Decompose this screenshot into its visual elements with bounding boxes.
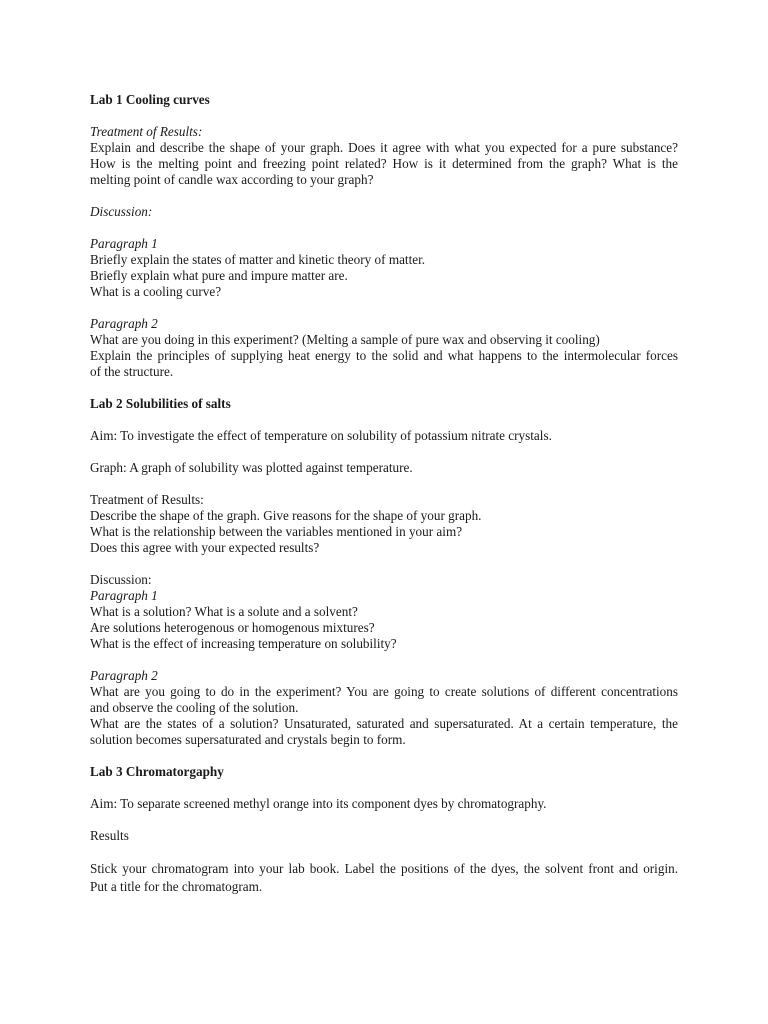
lab2-paragraph1-heading: Paragraph 1 xyxy=(90,588,158,603)
lab1-paragraph2-heading: Paragraph 2 xyxy=(90,316,158,331)
lab2-paragraph2-line: What are you going to do in the experiment? You are going to create solutions of different concentrations xyxy=(90,684,678,699)
lab2-section xyxy=(90,396,678,748)
lab1-paragraph1-line: Briefly explain the states of matter and kinetic theory of matter. xyxy=(90,252,426,267)
lab1-paragraph1-line: Briefly explain what pure and impure matter are. xyxy=(90,268,348,283)
lab1-section xyxy=(90,92,678,380)
lab1-paragraph1-heading: Paragraph 1 xyxy=(90,236,158,251)
lab1-heading: Lab 1 Cooling curves xyxy=(90,92,210,107)
lab3-section xyxy=(90,764,678,896)
document-page xyxy=(90,92,678,896)
lab1-treatment-line: melting point of candle wax according to your graph? xyxy=(90,172,374,187)
lab3-results-heading: Results xyxy=(90,828,129,843)
lab2-treatment-line: What is the relationship between the variables mentioned in your aim? xyxy=(90,524,463,539)
lab2-paragraph2-line: What are the states of a solution? Unsaturated, saturated and supersaturated. At a certain temperature, the xyxy=(90,716,678,731)
lab2-aim: Aim: To investigate the effect of temperature on solubility of potassium nitrate crystals. xyxy=(90,428,552,443)
lab2-paragraph1-line: What is the effect of increasing temperature on solubility? xyxy=(90,636,397,651)
lab1-paragraph2-line: Explain the principles of supplying heat energy to the solid and what happens to the intermolecular forces xyxy=(90,348,678,363)
lab3-heading: Lab 3 Chromatorgaphy xyxy=(90,764,224,779)
lab3-results-line: Put a title for the chromatogram. xyxy=(90,879,263,894)
lab2-heading: Lab 2 Solubilities of salts xyxy=(90,396,231,411)
lab1-treatment-line: Explain and describe the shape of your graph. Does it agree with what you expected for a pure substance? xyxy=(90,140,678,155)
lab1-paragraph2-line: What are you doing in this experiment? (Melting a sample of pure wax and observing it cooling) xyxy=(90,332,600,347)
lab3-aim: Aim: To separate screened methyl orange into its component dyes by chromatography. xyxy=(90,796,547,811)
lab1-treatment-heading: Treatment of Results: xyxy=(90,124,203,139)
lab3-results-line: Stick your chromatogram into your lab book. Label the positions of the dyes, the solvent front and origin. xyxy=(90,861,678,876)
lab2-treatment-line: Does this agree with your expected results? xyxy=(90,540,320,555)
lab2-paragraph1-line: What is a solution? What is a solute and a solvent? xyxy=(90,604,358,619)
lab2-treatment-line: Describe the shape of the graph. Give reasons for the shape of your graph. xyxy=(90,508,482,523)
lab2-paragraph1-line: Are solutions heterogenous or homogenous mixtures? xyxy=(90,620,375,635)
lab2-graph: Graph: A graph of solubility was plotted against temperature. xyxy=(90,460,413,475)
lab2-paragraph2-line: and observe the cooling of the solution. xyxy=(90,700,299,715)
lab1-discussion-heading: Discussion: xyxy=(90,204,153,219)
lab1-paragraph1-line: What is a cooling curve? xyxy=(90,284,222,299)
lab1-paragraph2-line: of the structure. xyxy=(90,364,174,379)
lab2-paragraph2-line: solution becomes supersaturated and crystals begin to form. xyxy=(90,732,406,747)
lab2-treatment-heading: Treatment of Results: xyxy=(90,492,204,507)
lab1-treatment-line: How is the melting point and freezing point related? How is it determined from the graph? What is the xyxy=(90,156,678,171)
lab2-paragraph2-heading: Paragraph 2 xyxy=(90,668,158,683)
lab2-discussion-heading: Discussion: xyxy=(90,572,152,587)
